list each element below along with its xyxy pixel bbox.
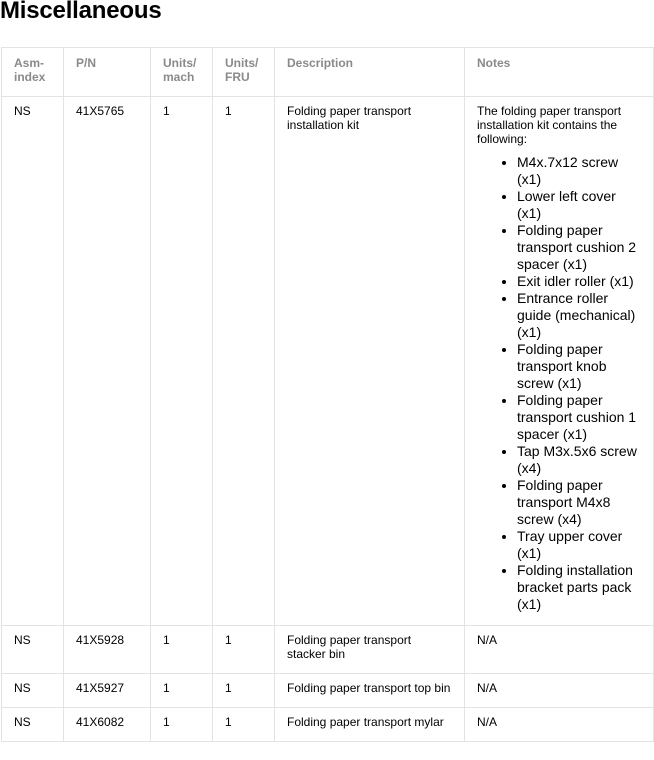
cell-asm-index: NS	[2, 626, 64, 674]
cell-units-mach: 1	[151, 97, 213, 626]
list-item: • M4x.7x12 screw (x1)	[517, 154, 641, 188]
cell-description: Folding paper transport installation kit	[275, 97, 465, 626]
cell-notes: N/A	[465, 708, 654, 742]
cell-pn: 41X5927	[64, 674, 151, 708]
table-row	[2, 626, 654, 674]
table-row	[2, 708, 654, 742]
list-item: • Folding paper transport knob screw (x1)	[517, 341, 641, 392]
header-units-mach: Units/ mach	[151, 48, 213, 97]
cell-description: Folding paper transport stacker bin	[275, 626, 465, 674]
cell-notes: N/A	[465, 626, 654, 674]
list-item: • Entrance roller guide (mechanical) (x1)	[517, 290, 641, 341]
cell-pn: 41X5928	[64, 626, 151, 674]
cell-pn: 41X5765	[64, 97, 151, 626]
table-header-row	[2, 48, 654, 97]
cell-units-fru: 1	[213, 626, 275, 674]
cell-asm-index: NS	[2, 97, 64, 626]
header-notes: Notes	[465, 48, 654, 97]
cell-units-fru: 1	[213, 674, 275, 708]
header-pn: P/N	[64, 48, 151, 97]
cell-description: Folding paper transport top bin	[275, 674, 465, 708]
cell-units-mach: 1	[151, 674, 213, 708]
cell-units-mach: 1	[151, 708, 213, 742]
notes-intro: The folding paper transport installation kit contains the following:	[477, 104, 622, 146]
list-item: • Folding paper transport cushion 2 spacer (x1)	[517, 222, 641, 273]
cell-asm-index: NS	[2, 708, 64, 742]
list-item: • Tray upper cover (x1)	[517, 528, 641, 562]
cell-description: Folding paper transport mylar	[275, 708, 465, 742]
table-row	[2, 674, 654, 708]
cell-units-fru: 1	[213, 708, 275, 742]
list-item: • Folding paper transport cushion 1 spacer (x1)	[517, 392, 641, 443]
list-item: • Tap M3x.5x6 screw (x4)	[517, 443, 641, 477]
parts-table	[1, 47, 654, 742]
table-row	[2, 97, 654, 626]
cell-units-mach: 1	[151, 626, 213, 674]
list-item: • Folding paper transport M4x8 screw (x4)	[517, 477, 641, 528]
cell-notes: N/A	[465, 674, 654, 708]
header-description: Description	[275, 48, 465, 97]
header-asm-index: Asm-index	[2, 48, 64, 97]
cell-notes	[465, 97, 654, 626]
cell-asm-index: NS	[2, 674, 64, 708]
cell-pn: 41X6082	[64, 708, 151, 742]
header-units-fru: Units/ FRU	[213, 48, 275, 97]
cell-units-fru: 1	[213, 97, 275, 626]
list-item: • Exit idler roller (x1)	[517, 273, 641, 290]
kit-contents-list	[477, 154, 641, 613]
page-title: Miscellaneous	[0, 0, 162, 24]
list-item: • Folding installation bracket parts pack (x1)	[517, 562, 641, 613]
list-item: • Lower left cover (x1)	[517, 188, 641, 222]
